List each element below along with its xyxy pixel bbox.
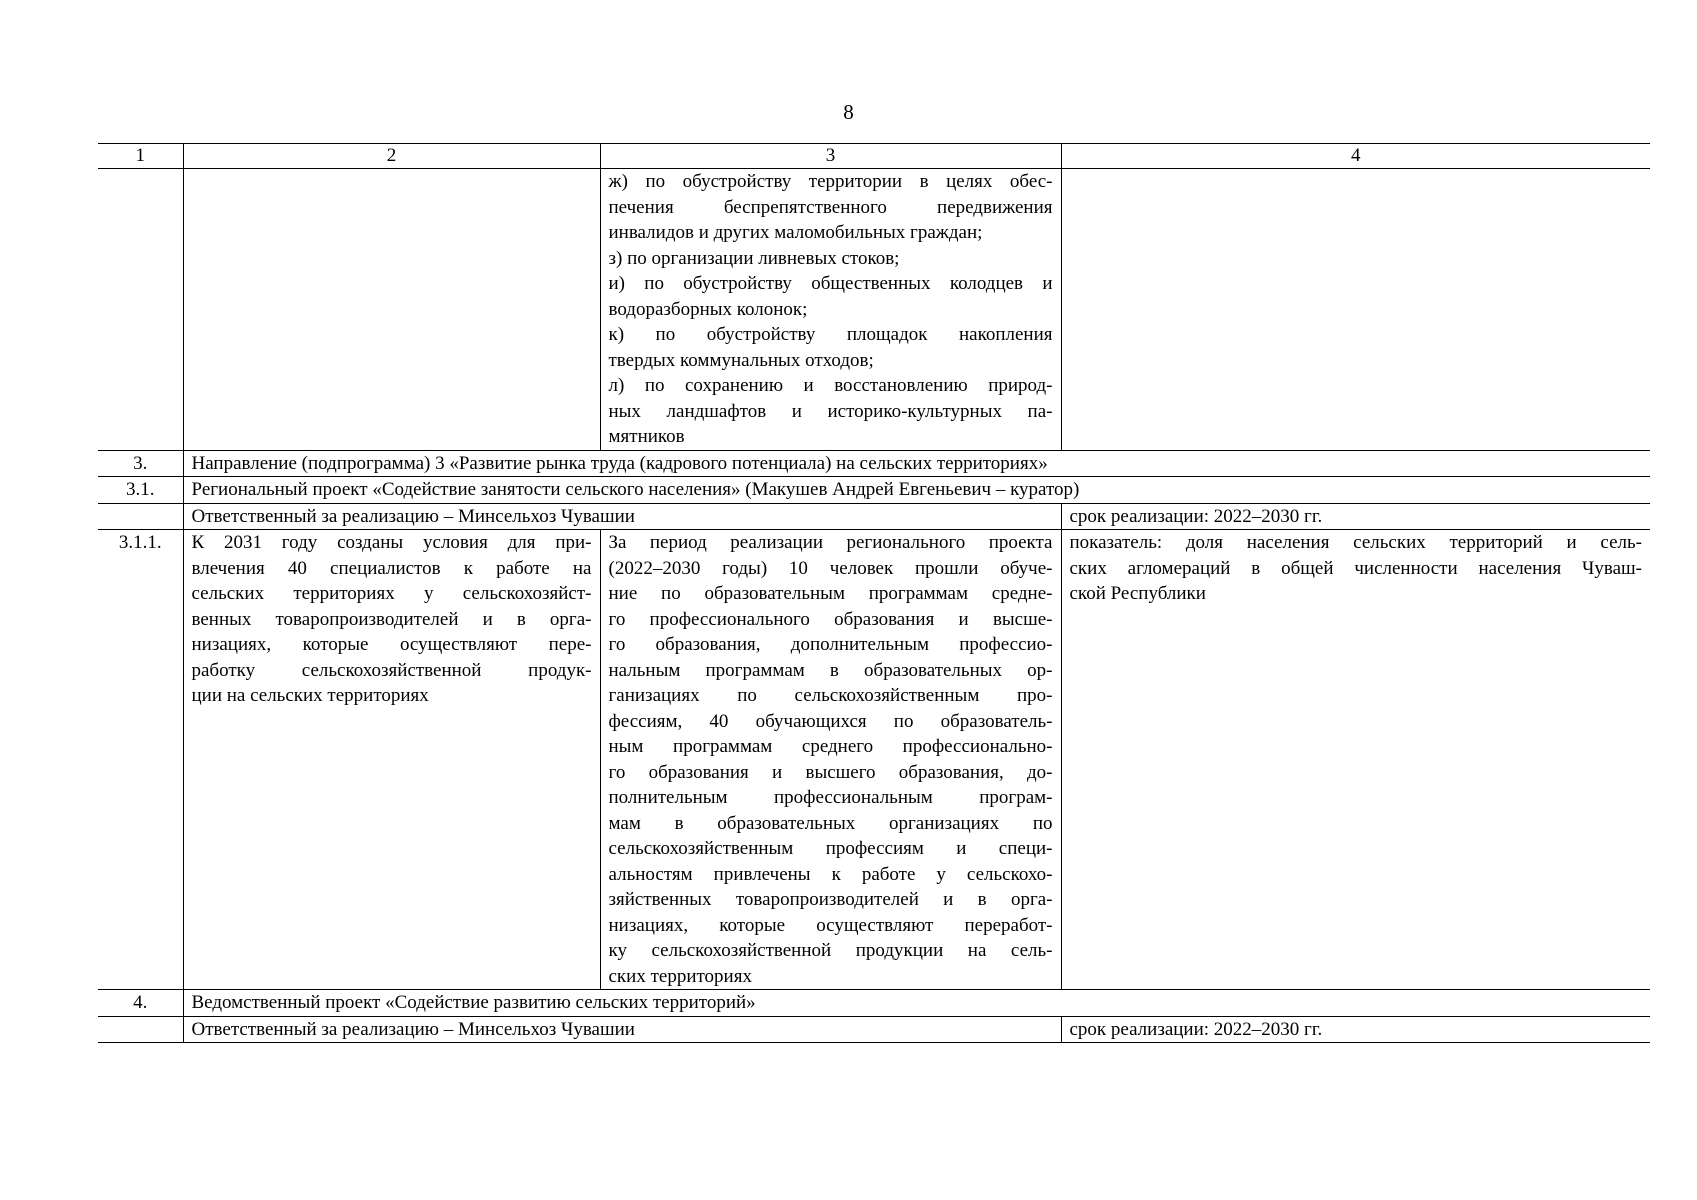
measure-line: л) по сохранению и восстановлению природ- xyxy=(608,375,1053,396)
cell-result xyxy=(600,530,1061,990)
result-line: нальным программам в образовательных ор- xyxy=(608,659,1053,681)
table-row-task-3-1-1 xyxy=(98,530,1650,990)
row-number xyxy=(98,503,183,530)
responsible-text: Ответственный за реализацию – Минсельхоз Чувашии xyxy=(183,1016,1061,1043)
result-line: го профессионального образования и высше- xyxy=(608,608,1053,630)
row-number: 3.1.1. xyxy=(98,530,183,990)
result-line: ние по образовательным программам средне- xyxy=(608,583,1053,604)
indicator-line: ской Республики xyxy=(1069,583,1206,604)
header-col-1: 1 xyxy=(98,144,183,169)
measure-line: и) по обустройству общественных колодцев и xyxy=(608,273,1053,294)
measure-line: водоразборных колонок; xyxy=(608,298,808,320)
measure-line: к) по обустройству площадок накопления xyxy=(608,324,1053,345)
result-line: фессиям, 40 обучающихся по образователь- xyxy=(608,710,1053,732)
indicator-line: ских агломераций в общей численности населения Чуваш- xyxy=(1069,557,1642,579)
table-row-project-3-1 xyxy=(98,477,1650,504)
cell-measures xyxy=(600,169,1061,451)
result-line: го образования и высшего образования, до- xyxy=(608,761,1053,783)
table-row-continuation xyxy=(98,169,1650,451)
measure-line: твердых коммунальных отходов; xyxy=(608,349,874,371)
result-line: низациях, которые осуществляют переработ- xyxy=(608,914,1053,936)
page-number: 8 xyxy=(843,100,854,124)
goal-line: венных товаропроизводителей и в орга- xyxy=(191,608,592,630)
row-number: 3. xyxy=(98,450,183,477)
indicator-line: показатель: доля населения сельских территорий и сель- xyxy=(1069,532,1642,553)
project-title: Региональный проект «Содействие занятости сельского населения» (Макушев Андрей Евгеньевич – куратор) xyxy=(183,477,1650,504)
goal-line: сельских территориях у сельскохозяйст- xyxy=(191,583,592,604)
result-line: За период реализации регионального проекта xyxy=(608,532,1053,553)
project-title: Ведомственный проект «Содействие развитию сельских территорий» xyxy=(183,990,1650,1017)
measure-line: печения беспрепятственного передвижения xyxy=(608,196,1053,218)
table-row-responsible-4 xyxy=(98,1016,1650,1043)
cell-number xyxy=(98,169,183,451)
responsible-text: Ответственный за реализацию – Минсельхоз Чувашии xyxy=(183,503,1061,530)
cell-goal xyxy=(183,169,600,451)
goal-line: влечения 40 специалистов к работе на xyxy=(191,557,592,579)
result-line: ку сельскохозяйственной продукции на сель- xyxy=(608,940,1053,961)
cell-indicator xyxy=(1061,530,1650,990)
result-line: го образования, дополнительным профессио- xyxy=(608,634,1053,655)
table-row-responsible-3-1 xyxy=(98,503,1650,530)
result-line: ганизациях по сельскохозяйственным про- xyxy=(608,685,1053,706)
program-table xyxy=(98,143,1650,1043)
header-col-3: 3 xyxy=(600,144,1061,169)
goal-line: К 2031 году созданы условия для при- xyxy=(191,532,592,553)
result-line: ным программам среднего профессионально- xyxy=(608,736,1053,757)
result-line: сельскохозяйственным профессиям и специ- xyxy=(608,838,1053,859)
row-number: 4. xyxy=(98,990,183,1017)
result-line: (2022–2030 годы) 10 человек прошли обуче- xyxy=(608,557,1053,579)
result-line: ских территориях xyxy=(608,965,752,987)
table-header-row xyxy=(98,144,1650,169)
header-col-2: 2 xyxy=(183,144,600,169)
row-number xyxy=(98,1016,183,1043)
cell-indicator xyxy=(1061,169,1650,451)
term-text: срок реализации: 2022–2030 гг. xyxy=(1061,503,1650,530)
result-line: альностям привлечены к работе у сельскохо- xyxy=(608,863,1053,885)
goal-line: ции на сельских территориях xyxy=(191,685,429,706)
header-col-4: 4 xyxy=(1061,144,1650,169)
goal-line: работку сельскохозяйственной продук- xyxy=(191,659,592,681)
row-number: 3.1. xyxy=(98,477,183,504)
direction-title: Направление (подпрограмма) 3 «Развитие рынка труда (кадрового потенциала) на сельских территориях» xyxy=(183,450,1650,477)
table-row-direction-3 xyxy=(98,450,1650,477)
measure-line: мятников xyxy=(608,426,685,447)
measure-line: з) по организации ливневых стоков; xyxy=(608,247,900,269)
result-line: полнительным профессиональным програм- xyxy=(608,787,1053,808)
goal-line: низациях, которые осуществляют пере- xyxy=(191,634,592,655)
cell-goal xyxy=(183,530,600,990)
measure-line: ных ландшафтов и историко-культурных па- xyxy=(608,400,1053,422)
result-line: мам в образовательных организациях по xyxy=(608,812,1053,834)
table-row-project-4 xyxy=(98,990,1650,1017)
term-text: срок реализации: 2022–2030 гг. xyxy=(1061,1016,1650,1043)
measure-line: ж) по обустройству территории в целях обес- xyxy=(608,171,1053,192)
result-line: зяйственных товаропроизводителей и в орга- xyxy=(608,889,1053,910)
measure-line: инвалидов и других маломобильных граждан; xyxy=(608,222,983,243)
